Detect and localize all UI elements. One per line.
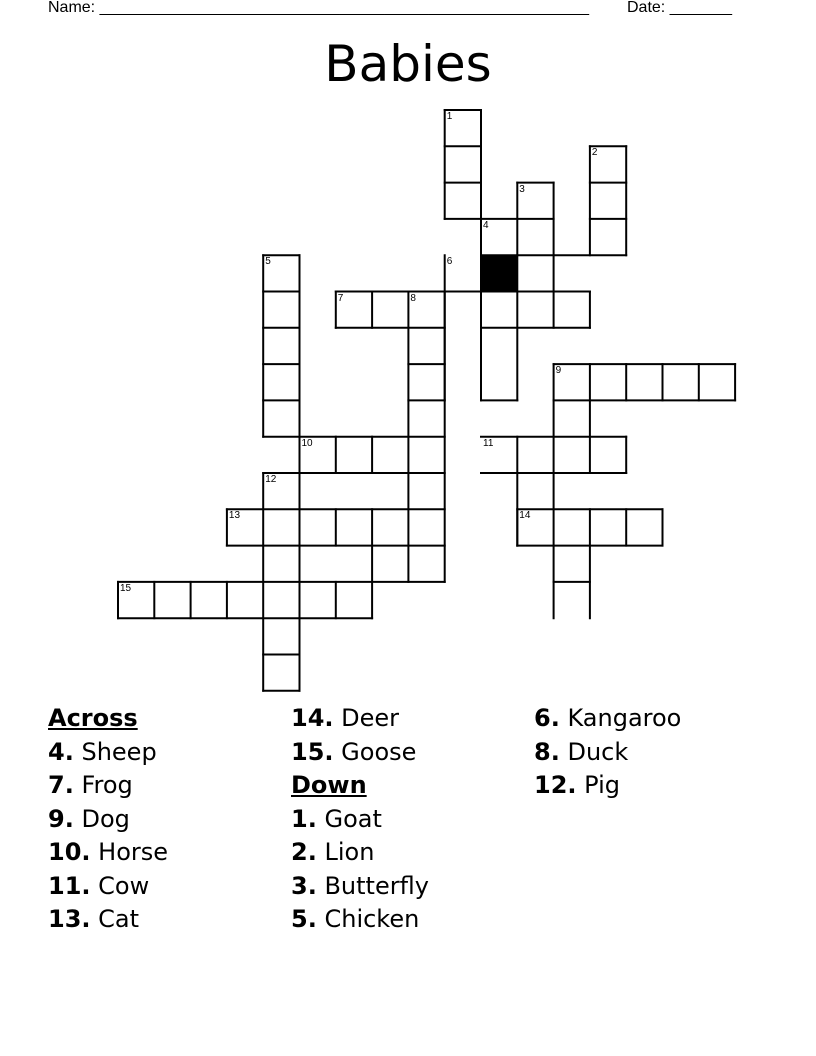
clue-number-label: 2 xyxy=(591,147,598,159)
clue-text: Goose xyxy=(341,737,417,766)
grid-cell[interactable] xyxy=(263,582,299,618)
clue-down-1 xyxy=(291,803,429,837)
grid-cell[interactable] xyxy=(554,473,590,509)
grid-cell[interactable] xyxy=(517,219,553,255)
grid-cell[interactable] xyxy=(554,546,590,582)
clue-number: 7. xyxy=(48,771,74,799)
across-heading: Across xyxy=(48,704,138,732)
grid-cell[interactable] xyxy=(590,437,626,473)
grid-cell[interactable] xyxy=(408,292,444,328)
clue-number-label: 10 xyxy=(301,437,313,449)
clue-number: 12. xyxy=(534,771,577,799)
grid-cell[interactable] xyxy=(590,219,626,255)
grid-cell[interactable] xyxy=(300,509,336,545)
clue-down-6 xyxy=(534,702,681,736)
clue-text: Chicken xyxy=(324,905,420,933)
clue-number: 14. xyxy=(291,704,334,732)
grid-cell[interactable] xyxy=(590,364,626,400)
grid-cell[interactable] xyxy=(481,364,517,400)
clue-across-9 xyxy=(48,803,168,837)
grid-cell[interactable] xyxy=(227,509,263,545)
clue-number-label: 14 xyxy=(519,510,531,522)
grid-cell[interactable] xyxy=(590,146,626,182)
grid-cell[interactable] xyxy=(408,364,444,400)
clue-down-3 xyxy=(291,870,429,904)
clue-number-label: 7 xyxy=(337,292,344,304)
grid-cell[interactable] xyxy=(372,437,408,473)
grid-cell[interactable] xyxy=(445,183,481,219)
clue-number: 11. xyxy=(48,871,91,900)
clue-number-label: 4 xyxy=(483,219,489,231)
clue-across-15 xyxy=(291,736,429,770)
grid-cell[interactable] xyxy=(517,292,553,328)
grid-cell[interactable] xyxy=(445,255,481,291)
grid-cell[interactable] xyxy=(336,509,372,545)
clue-text: Duck xyxy=(567,737,629,766)
grid-cell[interactable] xyxy=(481,328,517,364)
grid-block-cell xyxy=(481,255,517,291)
clue-text: Pig xyxy=(584,771,621,799)
clue-column-1 xyxy=(48,702,168,937)
grid-cell[interactable] xyxy=(554,509,590,545)
grid-cell[interactable] xyxy=(554,437,590,473)
clue-text: Frog xyxy=(81,771,133,799)
grid-cell[interactable] xyxy=(554,292,590,328)
grid-cell[interactable] xyxy=(445,110,481,146)
grid-cell[interactable] xyxy=(554,328,590,364)
clue-text: Cat xyxy=(98,905,140,933)
grid-cell[interactable] xyxy=(263,473,299,509)
grid-cell[interactable] xyxy=(154,582,190,618)
grid-cell[interactable] xyxy=(372,292,408,328)
clue-across-7 xyxy=(48,769,168,803)
grid-cell[interactable] xyxy=(481,437,517,473)
clue-across-11 xyxy=(48,870,168,904)
page-title: Babies xyxy=(324,35,492,93)
clue-number: 8. xyxy=(534,737,560,766)
name-field: Name: _______________________________________________________ xyxy=(48,0,589,16)
grid-cell[interactable] xyxy=(300,582,336,618)
grid-cell[interactable] xyxy=(263,546,299,582)
clue-across-14 xyxy=(291,702,429,736)
clue-text: Cow xyxy=(98,871,150,900)
grid-cell[interactable] xyxy=(408,546,444,582)
grid-cell[interactable] xyxy=(517,255,553,291)
clue-number-label: 9 xyxy=(555,365,562,377)
date-field: Date: _______ xyxy=(627,0,732,16)
clue-number-label: 15 xyxy=(120,582,132,594)
clue-text: Dog xyxy=(81,804,130,833)
clue-number-label: 12 xyxy=(265,474,277,485)
clue-text: Lion xyxy=(324,838,375,866)
grid-cell[interactable] xyxy=(554,219,590,255)
clue-number: 1. xyxy=(291,804,317,833)
down-heading: Down xyxy=(291,771,367,799)
clue-across-4 xyxy=(48,736,168,770)
clue-text: Goat xyxy=(324,804,382,833)
grid-cell[interactable] xyxy=(300,437,336,473)
grid-cell[interactable] xyxy=(590,183,626,219)
clue-column-2 xyxy=(291,702,429,937)
grid-cell[interactable] xyxy=(626,509,662,545)
grid-cell[interactable] xyxy=(372,509,408,545)
grid-cell[interactable] xyxy=(626,364,662,400)
grid-cell[interactable] xyxy=(263,292,299,328)
grid-cell[interactable] xyxy=(263,400,299,436)
grid-cell[interactable] xyxy=(445,292,481,328)
grid-cell[interactable] xyxy=(263,328,299,364)
clue-text: Horse xyxy=(98,838,169,866)
grid-cell[interactable] xyxy=(554,364,590,400)
clue-number: 3. xyxy=(291,871,317,900)
grid-cell[interactable] xyxy=(336,292,372,328)
clue-down-12 xyxy=(534,769,681,803)
grid-cell[interactable] xyxy=(517,183,553,219)
grid-cell[interactable] xyxy=(227,582,263,618)
grid-cell[interactable] xyxy=(663,364,699,400)
clue-text: Deer xyxy=(341,704,400,732)
grid-cell[interactable] xyxy=(481,292,517,328)
grid-cell[interactable] xyxy=(408,473,444,509)
clue-number: 13. xyxy=(48,905,91,933)
clue-number: 15. xyxy=(291,737,334,766)
clue-text: Kangaroo xyxy=(567,704,682,732)
clue-text: Butterfly xyxy=(324,871,429,900)
clue-down-2 xyxy=(291,836,429,870)
grid-cell[interactable] xyxy=(263,618,299,654)
clue-number: 9. xyxy=(48,804,74,833)
clue-down-8 xyxy=(534,736,681,770)
grid-cell[interactable] xyxy=(699,364,735,400)
grid-cell[interactable] xyxy=(408,328,444,364)
grid-cell[interactable] xyxy=(517,437,553,473)
clue-number: 5. xyxy=(291,905,317,933)
grid-cell[interactable] xyxy=(336,437,372,473)
grid-cell[interactable] xyxy=(408,509,444,545)
grid-cell[interactable] xyxy=(263,509,299,545)
grid-cell[interactable] xyxy=(263,655,299,691)
grid-cell[interactable] xyxy=(408,437,444,473)
clue-number: 6. xyxy=(534,704,560,732)
clue-down-5 xyxy=(291,903,429,937)
grid-cell[interactable] xyxy=(263,364,299,400)
grid-cell[interactable] xyxy=(517,509,553,545)
grid-cell[interactable] xyxy=(554,400,590,436)
clue-number-label: 3 xyxy=(519,183,525,195)
clue-number-label: 11 xyxy=(483,437,494,449)
grid-cell[interactable] xyxy=(263,255,299,291)
grid-cell[interactable] xyxy=(445,146,481,182)
grid-cell[interactable] xyxy=(481,219,517,255)
grid-cell[interactable] xyxy=(336,582,372,618)
clue-across-13 xyxy=(48,903,168,937)
clue-number-label: 1 xyxy=(446,111,453,122)
clue-number: 4. xyxy=(48,737,74,766)
grid-cell[interactable] xyxy=(118,582,154,618)
clue-number-label: 5 xyxy=(265,256,271,268)
clue-number-label: 6 xyxy=(446,256,453,268)
clue-number-label: 13 xyxy=(228,510,241,522)
grid-cell[interactable] xyxy=(408,400,444,436)
clue-number: 10. xyxy=(48,838,91,866)
clue-across-10 xyxy=(48,836,168,870)
grid-cell[interactable] xyxy=(191,582,227,618)
clue-text: Sheep xyxy=(81,737,157,766)
clue-number: 2. xyxy=(291,838,317,866)
clue-number-label: 8 xyxy=(410,292,416,304)
clue-column-3 xyxy=(534,702,681,803)
grid-cell[interactable] xyxy=(590,509,626,545)
